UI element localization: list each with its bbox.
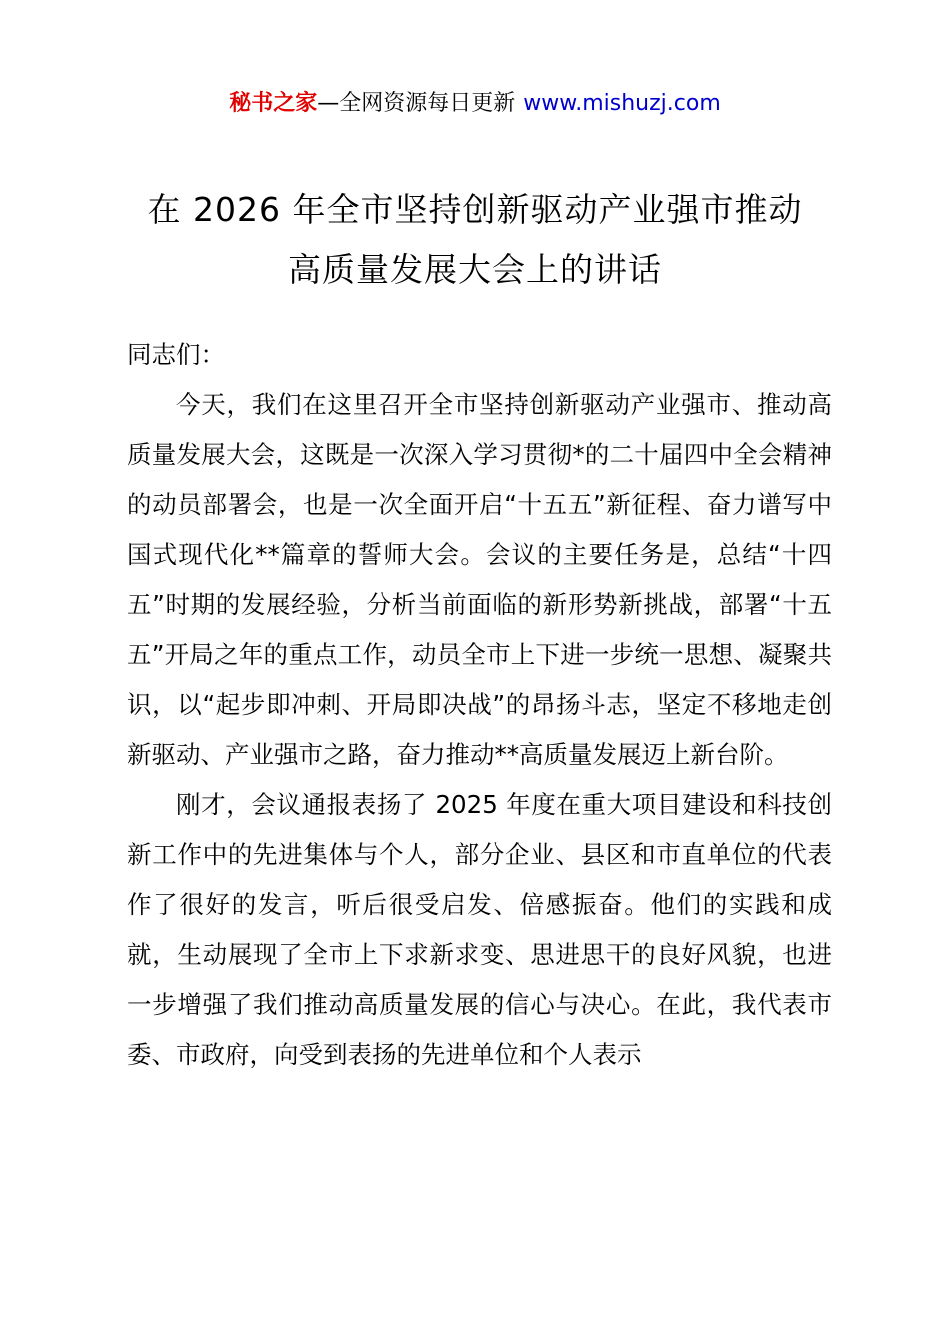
header-dash: —: [317, 91, 340, 116]
title-line-1: 在 2026 年全市坚持创新驱动产业强市推动: [147, 190, 803, 229]
site-header: [0, 88, 950, 120]
salutation: 同志们：: [127, 340, 225, 369]
site-name: 秘书之家: [229, 91, 318, 116]
paragraph-1: 今天，我们在这里召开全市坚持创新驱动产业强市、推动高质量发展大会，这既是一次深入学习贯彻*的二十届四中全会精神的动员部署会，也是一次全面开启“十五五”新征程、奋力谱写中国式现代化**篇章的誓师大会。会议的主要任务是，总结“十四五”时期的发展经验，分析当前面临的新形势新挑战，部署“十五五”开局之年的重点工作，动员全市上下进一步统一思想、凝聚共识，以“起步即冲刺、开局即决战”的昂扬斗志，坚定不移地走创新驱动、产业强市之路，奋力推动**高质量发展迈上新台阶。: [127, 390, 832, 769]
document-body: [127, 330, 832, 1080]
site-url-link[interactable]: www.mishuzj.com: [523, 91, 721, 116]
site-tagline: 全网资源每日更新: [339, 91, 516, 116]
document-title: [100, 180, 850, 300]
title-line-2: 高质量发展大会上的讲话: [288, 250, 662, 289]
paragraph-2: 刚才，会议通报表扬了 2025 年度在重大项目建设和科技创新工作中的先进集体与个人，部分企业、县区和市直单位的代表作了很好的发言，听后很受启发、倍感振奋。他们的实践和成就，生动展现了全市上下求新求变、思进思干的良好风貌，也进一步增强了我们推动高质量发展的信心与决心。在此，我代表市委、市政府，向受到表扬的先进单位和个人表示: [127, 790, 832, 1069]
